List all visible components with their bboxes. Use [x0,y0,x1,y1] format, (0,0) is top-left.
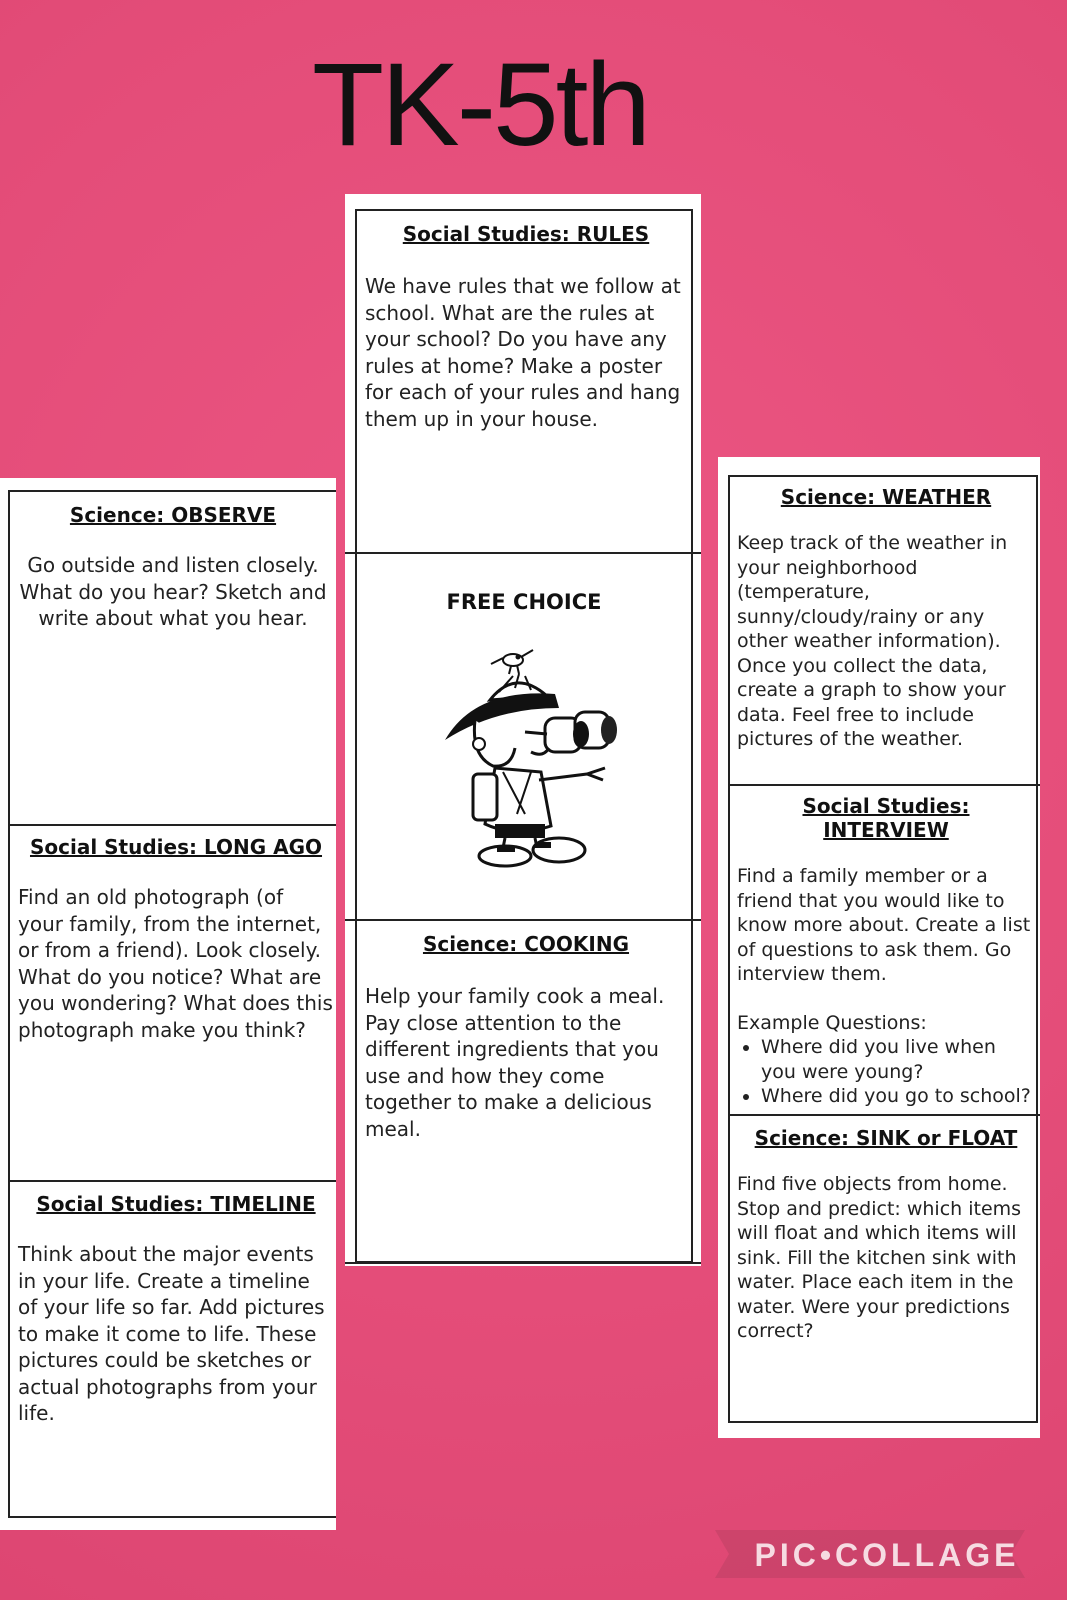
card-body: Keep track of the weather in your neighborhood (temperature, sunny/cloudy/rainy or any other weather information). Once you collect the data, create a graph to show your data. Feel free to include pictures of the weather. [737,532,1008,750]
card-body: Go outside and listen closely. What do you hear? Sketch and write about what you hear. [19,553,327,630]
question-list [737,1035,1035,1109]
list-item: • Where did you live when you were young? [761,1035,1035,1084]
card-body: Think about the major events in your life. Create a timeline of your life so far. Add pictures to make it come to life. These pictures could be sketches or actual photographs from your life. [18,1242,325,1425]
card-body: We have rules that we follow at school. What are the rules at your school? Do you have any rules at home? Make a poster for each of your rules and hang them up in your house. [365,274,681,431]
card-interview [737,794,1035,1109]
explorer-illustration [435,648,635,878]
card-cooking [365,932,687,1142]
card-title: Social Studies: INTERVIEW [802,794,970,842]
divider [728,1114,1040,1116]
card-title: Science: COOKING [422,932,630,956]
card-body: Find an old photograph (of your family, from the internet, or from a friend). Look closely. What do you notice? What are you wondering? What does this photograph make you think? [18,885,333,1042]
divider [8,1180,336,1182]
card-title: Science: OBSERVE [69,503,277,527]
card-title: Science: SINK or FLOAT [754,1126,1018,1150]
divider [345,552,701,554]
divider [345,919,701,921]
card-free-choice [357,590,691,614]
divider [345,1262,701,1264]
watermark-logo: PIC•COLLAGE [754,1537,1020,1573]
page-title: TK-5th [311,39,649,171]
divider [728,784,1040,786]
card-title: Social Studies: RULES [402,222,650,246]
card-body: Find a family member or a friend that you would like to know more about. Create a list of questions to ask them. Go interview them. [737,865,1031,985]
card-title: Social Studies: LONG AGO [29,835,323,859]
card-body: Help your family cook a meal. Pay close attention to the different ingredients that you use and how they come together to make a delicious meal. [365,984,665,1141]
card-long-ago [18,835,334,1043]
card-title: Science: WEATHER [780,485,992,509]
divider [8,824,336,826]
card-body: Find five objects from home. Stop and predict: which items will float and which items will sink. Fill the kitchen sink with water. Place each item in the water. Were your predictions correct? [737,1173,1022,1342]
card-weather [737,485,1035,752]
card-timeline [18,1192,334,1427]
card-observe [12,503,334,632]
bird-icon [491,650,533,674]
card-title: FREE CHOICE [446,590,602,614]
card-rules [365,222,687,432]
card-sink-float [737,1126,1035,1344]
list-item: • Where did you go to school? [761,1084,1035,1109]
card-title: Social Studies: TIMELINE [36,1192,316,1216]
examples-label: Example Questions: [737,1011,927,1034]
